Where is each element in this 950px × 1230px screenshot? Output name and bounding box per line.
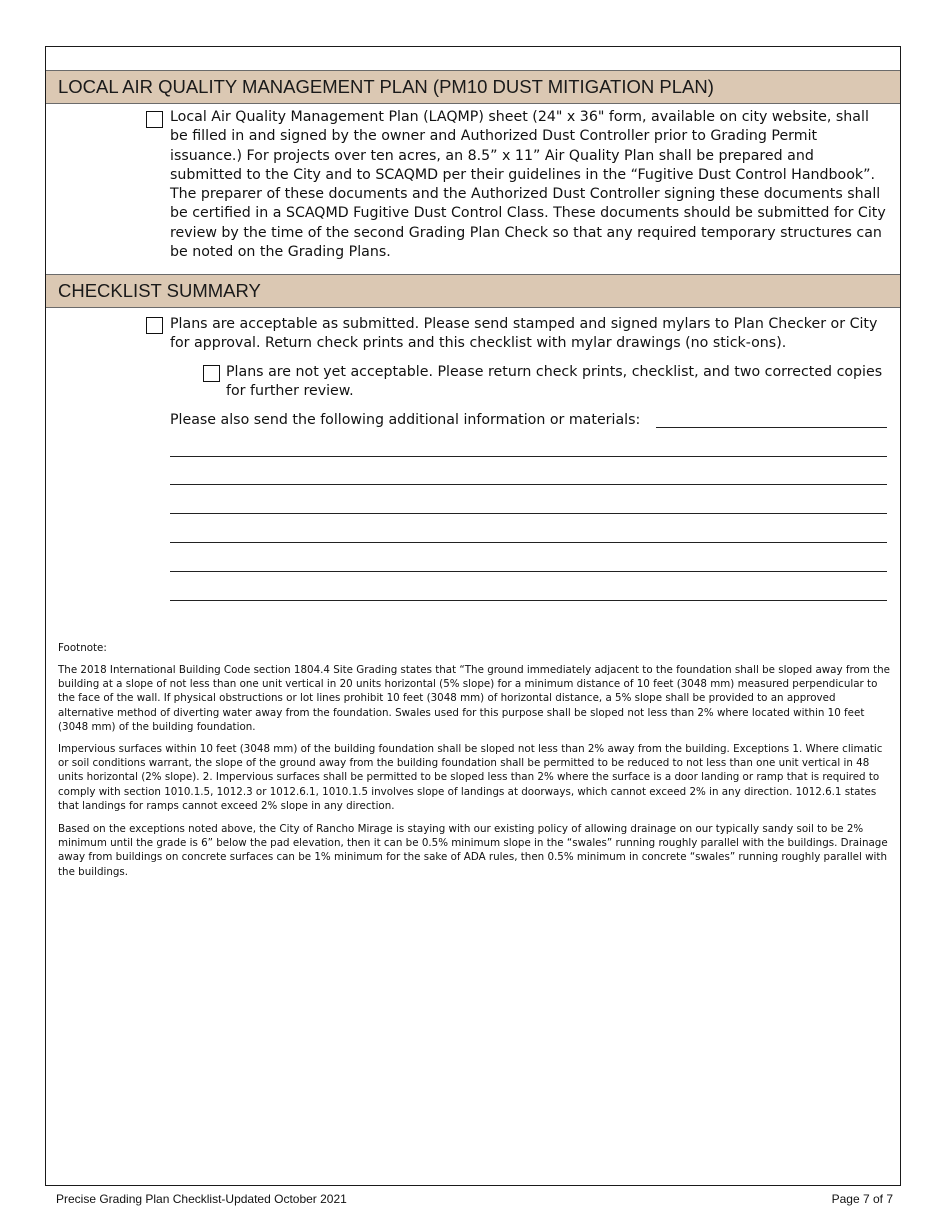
additional-info-prompt: Please also send the following additional information or materials: bbox=[170, 412, 641, 428]
section-header-laqmp: LOCAL AIR QUALITY MANAGEMENT PLAN (PM10 DUST MITIGATION PLAN) bbox=[46, 70, 900, 104]
section-header-summary: CHECKLIST SUMMARY bbox=[46, 274, 900, 308]
additional-info-line[interactable] bbox=[170, 484, 887, 485]
additional-info-line[interactable] bbox=[170, 542, 887, 543]
footnote-label: Footnote: bbox=[58, 642, 107, 654]
not-acceptable-option-text: Plans are not yet acceptable. Please return check prints, checklist, and two corrected copies for further review. bbox=[226, 364, 883, 400]
laqmp-item-text: Local Air Quality Management Plan (LAQMP) sheet (24" x 36" form, available on city website, shall be filled in and signed by the owner and Authorized Dust Controller prior to Grading Permit issuance.) For projects over ten acres, an 8.5” x 11” Air Quality Plan shall be prepared and submitted to the City and to SCAQMD per their guidelines in the “Fugitive Dust Control Handbook”. The preparer of these documents and the Authorized Dust Controller signing these documents shall be certified in a SCAQMD Fugitive Dust Control Class. These documents should be submitted for City review by the time of the second Grading Plan Check so that any required temporary structures can be noted on the Grading Plans. bbox=[170, 109, 886, 261]
acceptable-checkbox[interactable] bbox=[146, 317, 163, 334]
page-frame bbox=[45, 46, 901, 1186]
additional-info-line[interactable] bbox=[170, 513, 887, 514]
footnote-paragraph: Impervious surfaces within 10 feet (3048 mm) of the building foundation shall be sloped not less than 2% away from the building. Exceptions 1. Where climatic or soil conditions warrant, the slope of the ground away from the building foundation shall be permitted to be reduced to not less than one unit vertical in 48 units horizontal (2% slope). 2. Impervious surfaces shall be permitted to be sloped less than 2% where the surface is a door landing or ramp that is required to comply with section 1010.1.5, 1012.3 or 1012.6.1, 1010.1.5 involves slope of landings at doorways, which cannot exceed 2% in any direction. 1012.6.1 states that landings for ramps cannot exceed 2% slope in any direction. bbox=[58, 743, 883, 812]
footnote-paragraph: The 2018 International Building Code section 1804.4 Site Grading states that “The ground immediately adjacent to the foundation shall be sloped away from the building at a slope of not less than one unit vertical in 20 units horizontal (5% slope) for a minimum distance of 10 feet (3048 mm) measured perpendicular to the face of the wall. If physical obstructions or lot lines prohibit 10 feet (3048 mm) of horizontal distance, a 5% slope shall be provided to an approved alternative method of diverting water away from the foundation. Swales used for this purpose shall be sloped not less than 2% where located within 10 feet (3048 mm) of the building foundation. bbox=[58, 664, 890, 733]
footer-document-title: Precise Grading Plan Checklist-Updated October 2021 bbox=[56, 1192, 347, 1206]
footnote-paragraph: Based on the exceptions noted above, the City of Rancho Mirage is staying with our existing policy of allowing drainage on our typically sandy soil to be 2% minimum until the grade is 6” below the pad elevation, then it can be 0.5% minimum slope in the “swales” running roughly parallel with the buildings. Drainage away from buildings on concrete surfaces can be 1% minimum for the sake of ADA rules, then 0.5% minimum in concrete “swales” running roughly parallel with the buildings. bbox=[58, 823, 888, 878]
additional-info-line[interactable] bbox=[170, 600, 887, 601]
additional-info-line[interactable] bbox=[170, 456, 887, 457]
footer-page-number: Page 7 of 7 bbox=[831, 1192, 893, 1206]
acceptable-option-text: Plans are acceptable as submitted. Please send stamped and signed mylars to Plan Checker or City for approval. Return check prints and this checklist with mylar drawings (no stick-ons). bbox=[170, 316, 878, 352]
not-acceptable-checkbox[interactable] bbox=[203, 365, 220, 382]
additional-info-line[interactable] bbox=[170, 571, 887, 572]
laqmp-checkbox[interactable] bbox=[146, 111, 163, 128]
additional-info-line[interactable] bbox=[656, 427, 887, 428]
